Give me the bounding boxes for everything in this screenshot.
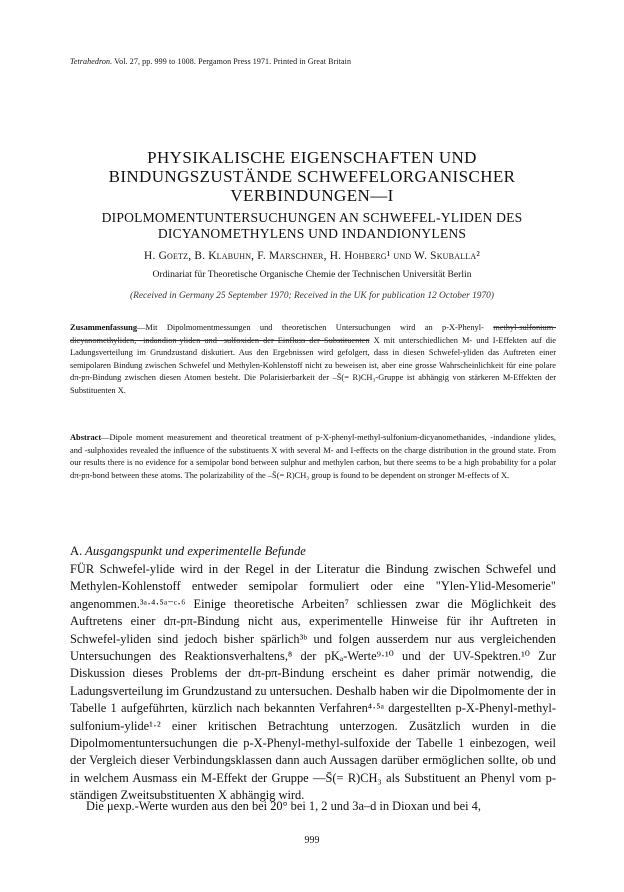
body-paragraph-2: Die μexp.-Werte wurden aus den bei 20° bei 1, 2 und 3a–d in Dioxan und bei 4, <box>86 799 481 813</box>
journal-name: Tetrahedron. <box>70 57 113 66</box>
zusammenfassung-text-a: —Mit Dipolmomentmessungen und theoretischen Untersuchungen wird an p-X-Phenyl- <box>137 323 484 332</box>
journal-info: Vol. 27, pp. 999 to 1008. Pergamon Press 1971. Printed in Great Britain <box>114 57 352 66</box>
title-line-3: VERBINDUNGEN—I <box>230 186 394 205</box>
abstract <box>70 432 556 482</box>
abstract-label: Abstract <box>70 433 102 442</box>
subtitle-line-1: DIPOLMOMENTUNTERSUCHUNGEN AN SCHWEFEL-YLIDEN DES <box>101 210 523 225</box>
zusammenfassung-text-b: X mit unterschiedlichen M- und I-Effekten auf die Ladungsverteilung im Grundzustand diskutiert. Aus den Ergebnissen wird gefolgert, dass in diesen Schwefel-yliden das Auftreten einer semipolaren Bindung zwischen Schwefel und Methylen-Kohlenstoff nicht zu beweisen ist, aber eine grosse Wahrscheinlichkeit für eine polare dπ-pπ-Bindung zwischen diesen Atomen besteht. Die Polarisierbarkeit der –S̄(= R)CH₃-Gruppe ist abhängig von stärkeren M-Effekten der Substituenten X. <box>70 335 557 395</box>
article-subtitle <box>40 210 584 242</box>
abstract-text: —Dipole moment measurement and theoretical treatment of p-X-phenyl-methyl-sulfonium-dicyanomethanides, -indandione ylides, and -sulphoxides revealed the influence of the substituents X with several M- and I-effects on the charge distribution in the ground state. From our results there is no evidence for a semipolar bond between sulphur and methylen carbon, but there seems to be a high probability for a polar dπ-pπ-bond between these atoms. The polarizability of the –S̄(= R)CH₃ group is found to be dependent on stronger M-effects of X. <box>70 433 556 480</box>
affiliation: Ordinariat für Theoretische Organische Chemie der Technischen Universität Berlin <box>152 269 472 280</box>
zusammenfassung-struck-line: methyl-sulfonium-dicyanomethyliden, -indandion-yliden und -sulfoxiden der Einfluss der Substituenten <box>70 323 556 345</box>
section-heading <box>70 544 306 559</box>
zusammenfassung <box>70 322 556 398</box>
received-dates: (Received in Germany 25 September 1970; Received in the UK for publication 12 October 1970) <box>130 291 494 301</box>
author-list: H. Goetz, B. Klabuhn, F. Marschner, H. Hohberg¹ und W. Skuballa² <box>144 250 480 262</box>
subtitle-line-2: DICYANOMETHYLENS UND INDANDIONYLENS <box>157 226 467 241</box>
page-number: 999 <box>304 835 320 846</box>
title-line-1: PHYSIKALISCHE EIGENSCHAFTEN UND <box>147 148 477 167</box>
title-line-2: BINDUNGSZUSTÄNDE SCHWEFELORGANISCHER <box>108 167 516 186</box>
section-title: Ausgangspunkt und experimentelle Befunde <box>85 544 306 558</box>
body-paragraph-1: FÜR Schwefel-ylide wird in der Regel in der Literatur die Bindung zwischen Schwefel und Methylen-Kohlenstoff entweder semipolar formuliert oder eine "Ylen-Ylid-Mesomerie" angenommen.³ᵃ·⁴·⁵ᵃ⁻ᶜ·⁶ Einige theoretische Arbeiten⁷ schliessen zwar die Möglichkeit des Auftretens einer dπ-pπ-Bindung nicht aus, experimentelle Hinweise für ihr Auftreten in Schwefel-yliden sind jedoch bisher spärlich³ᵇ und folgen ausserdem nur aus vergleichenden Untersuchungen des Reaktionsverhaltens,⁸ der pKₐ-Werte⁹·¹⁰ und der UV-Spektren.¹⁰ Zur Diskussion dieses Problems der dπ-pπ-Bindung erscheint es daher primär notwendig, die Ladungsverteilung im Grundzustand zu untersuchen. Deshalb haben wir die Dipolmomente der in Tabelle 1 aufgeführten, kürzlich nach bekannten Verfahren⁴·⁵ᵃ dargestellten p-X-Phenyl-methyl-sulfonium-ylide¹·² einer kritischen Betrachtung unterzogen. Zusätzlich wurden in die Dipolmomentuntersuchungen die p-X-Phenyl-methyl-sulfoxide der Tabelle 1 einbezogen, weil der Vergleich dieser Verbindungsklassen dann auch Aussagen darüber ermöglichen sollte, ob und in welchem Ausmass ein M-Effekt der Gruppe —S̄(= R)CH₃ als Substituent an Phenyl vom p-ständigen Zweitsubstituenten X abhängig wird. <box>70 562 556 803</box>
zusammenfassung-label: Zusammenfassung <box>70 323 138 332</box>
running-head <box>70 57 351 66</box>
section-letter: A. <box>70 544 83 558</box>
article-title <box>40 148 584 205</box>
